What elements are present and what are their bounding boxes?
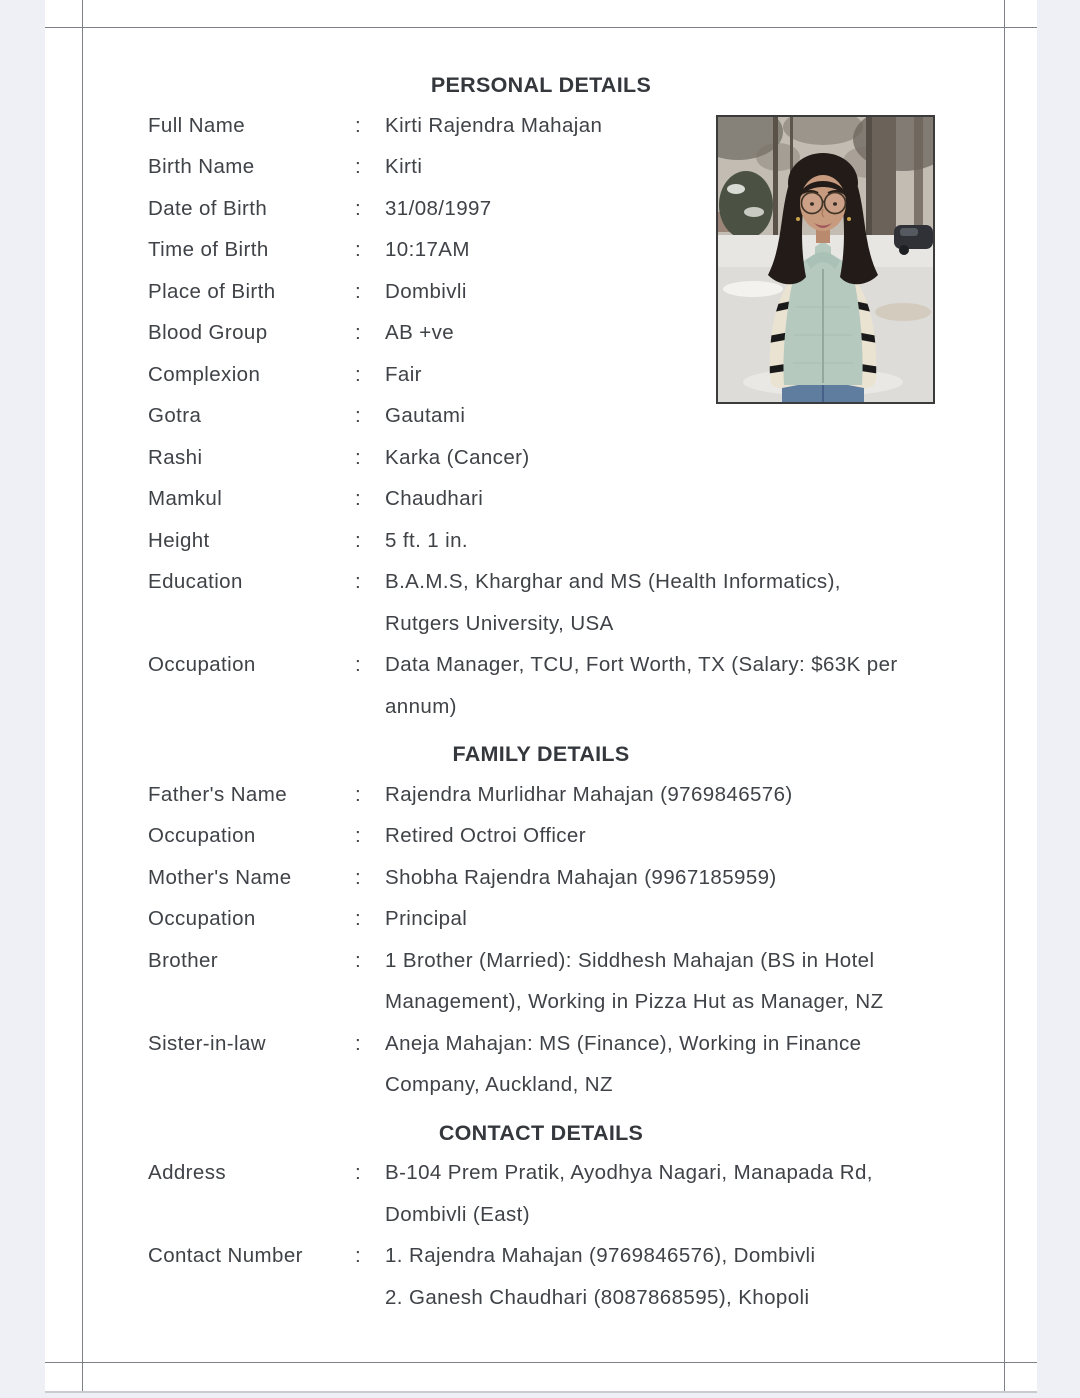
colon-separator: : [355,487,362,510]
colon-separator: : [355,907,362,930]
detail-row [148,1235,1004,1318]
field-value-line: 1. Rajendra Mahajan (9769846576), Dombivli [385,1244,816,1267]
section-heading: PERSONAL DETAILS [430,73,652,97]
field-value [385,561,1004,644]
field-value-line: AB +ve [385,321,455,344]
section-heading: CONTACT DETAILS [438,1120,644,1145]
field-value [385,644,1004,727]
field-label: Time of Birth [148,238,269,261]
field-label: Brother [148,948,219,972]
colon-separator: : [355,445,362,469]
field-value [385,857,1004,899]
field-value [385,940,1004,1023]
detail-row [148,940,1004,1023]
colon-separator: : [355,279,362,303]
field-value-line: Kirti [385,155,423,178]
field-value-line: Dombivli [385,279,467,303]
detail-row [148,437,1004,479]
field-value-line: Kirti Rajendra Mahajan [385,113,603,137]
field-value [385,1235,1004,1318]
biodata-page [45,0,1037,1391]
profile-photo [716,115,935,404]
field-value-line: 10:17AM [385,238,470,261]
colon-separator: : [355,528,362,552]
field-value-line: Aneja Mahajan: MS (Finance), Working in Finance [385,1031,862,1055]
detail-row [148,1152,1004,1235]
field-value-line: B.A.M.S, Kharghar and MS (Health Informatics), [385,570,841,593]
field-value-line: 2. Ganesh Chaudhari (8087868595), Khopoli [385,1285,810,1309]
detail-row [148,898,1004,940]
field-label: Rashi [148,445,203,469]
frame-rule-right [1004,0,1005,1391]
field-label: Mamkul [148,487,223,510]
colon-separator: : [355,653,362,676]
field-label: Occupation [148,824,256,847]
detail-row [148,815,1004,857]
field-value-line: 1 Brother (Married): Siddhesh Mahajan (BS in Hotel [385,948,875,972]
field-label: Full Name [148,113,246,137]
field-label: Date of Birth [148,196,268,220]
field-label: Mother's Name [148,865,292,889]
profile-photo-image [718,117,933,402]
field-value-line: Dombivli (East) [385,1202,530,1226]
field-value-line: Data Manager, TCU, Fort Worth, TX (Salary: $63K per [385,653,898,676]
field-label: Occupation [148,907,256,930]
field-label: Height [148,528,210,552]
field-value [385,1023,1004,1106]
field-value-line: Management), Working in Pizza Hut as Manager, NZ [385,990,884,1013]
field-value [385,520,1004,562]
colon-separator: : [355,824,362,847]
colon-separator: : [355,155,362,178]
colon-separator: : [355,238,362,261]
detail-row [148,857,1004,899]
field-label: Birth Name [148,155,255,178]
field-value [385,774,1004,816]
frame-rule-top [45,27,1037,28]
colon-separator: : [355,1244,362,1267]
colon-separator: : [355,196,362,220]
detail-row [148,520,1004,562]
colon-separator: : [355,865,362,889]
colon-separator: : [355,570,362,593]
field-label: Occupation [148,653,256,676]
field-value-line: Retired Octroi Officer [385,824,586,847]
colon-separator: : [355,1031,362,1055]
colon-separator: : [355,948,362,972]
field-value-line: 5 ft. 1 in. [385,528,469,552]
detail-row [148,1023,1004,1106]
field-value [385,1152,1004,1235]
colon-separator: : [355,113,362,137]
field-label: Contact Number [148,1244,303,1267]
detail-row [148,774,1004,816]
field-value [385,815,1004,857]
field-value-line: B-104 Prem Pratik, Ayodhya Nagari, Manapada Rd, [385,1161,873,1184]
field-value [385,437,1004,479]
detail-row [148,478,1004,520]
page-bottom-edge [45,1391,1037,1393]
detail-row [148,561,1004,644]
field-value-line: Rajendra Murlidhar Mahajan (9769846576) [385,782,793,806]
colon-separator: : [355,362,362,386]
field-label: Blood Group [148,321,268,344]
field-value-line: Shobha Rajendra Mahajan (9967185959) [385,865,777,889]
frame-rule-left [82,0,83,1391]
field-value-line: Chaudhari [385,487,484,510]
field-value-line: Principal [385,907,468,930]
field-label: Education [148,570,243,593]
field-value-line: 31/08/1997 [385,196,492,220]
field-value-line: Karka (Cancer) [385,445,530,469]
field-value-line: annum) [385,694,457,718]
field-label: Address [148,1161,227,1184]
field-value-line: Company, Auckland, NZ [385,1073,613,1096]
colon-separator: : [355,321,362,344]
field-value-line: Rutgers University, USA [385,611,614,635]
field-label: Gotra [148,404,202,427]
field-value-line: Gautami [385,404,466,427]
field-value [385,478,1004,520]
field-label: Father's Name [148,782,287,806]
frame-rule-bottom [45,1362,1037,1363]
field-label: Complexion [148,362,261,386]
colon-separator: : [355,404,362,427]
colon-separator: : [355,782,362,806]
field-label: Sister-in-law [148,1031,266,1055]
detail-row [148,644,1004,727]
field-value [385,898,1004,940]
field-label: Place of Birth [148,279,276,303]
field-value-line: Fair [385,362,422,386]
section-heading: FAMILY DETAILS [452,742,630,766]
colon-separator: : [355,1161,362,1184]
